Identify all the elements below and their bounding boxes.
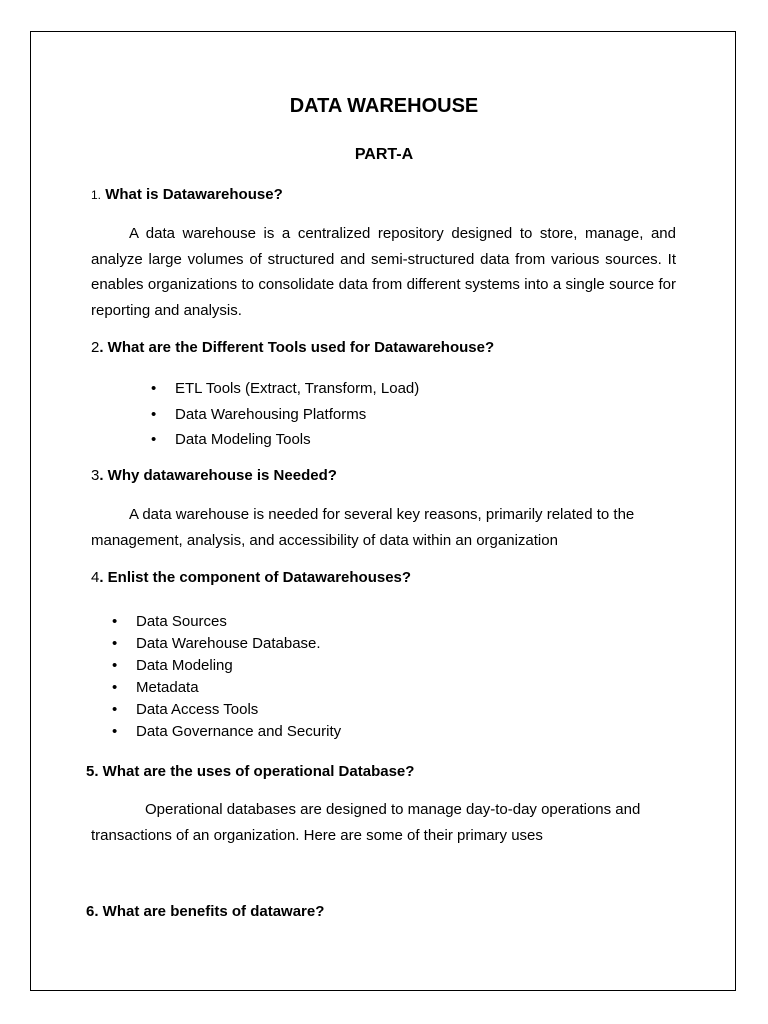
question-2-text: . What are the Different Tools used for Datawarehouse? — [99, 339, 495, 356]
question-6 — [86, 903, 324, 920]
list-item: • Metadata — [112, 677, 341, 699]
list-item: • Data Governance and Security — [112, 721, 341, 743]
question-5 — [86, 763, 414, 780]
list-item: • Data Warehouse Database. — [112, 633, 341, 655]
components-list — [112, 611, 341, 743]
question-2-number: 2 — [91, 339, 100, 356]
question-3 — [91, 467, 337, 484]
question-4 — [91, 569, 411, 586]
list-item: • Data Modeling Tools — [151, 427, 419, 453]
answer-1-text: A data warehouse is a centralized repository designed to store, manage, and analyze large volumes of structured and semi-structured data from various sources. It enables organizations to consolidate data from different systems into a single source for reporting and analysis. — [91, 225, 676, 319]
question-1 — [91, 186, 283, 203]
list-item: • ETL Tools (Extract, Transform, Load) — [151, 376, 419, 402]
answer-3 — [91, 502, 681, 553]
question-6-text: 6. What are benefits of dataware? — [86, 903, 325, 920]
question-5-text: 5. What are the uses of operational Database? — [86, 763, 415, 780]
question-4-number: 4 — [91, 569, 100, 586]
question-2 — [91, 339, 494, 356]
answer-3-text: A data warehouse is needed for several key reasons, primarily related to the management, analysis, and accessibility of data within an organization — [91, 506, 635, 549]
question-1-number: 1. — [91, 188, 102, 202]
question-3-number: 3 — [91, 467, 100, 484]
question-3-text: . Why datawarehouse is Needed? — [99, 467, 337, 484]
answer-1 — [91, 221, 676, 323]
document-title: DATA WAREHOUSE — [289, 95, 479, 117]
question-1-text: What is Datawarehouse? — [105, 186, 283, 203]
question-4-text: . Enlist the component of Datawarehouses? — [99, 569, 412, 586]
tools-list — [151, 376, 419, 453]
list-item: • Data Access Tools — [112, 699, 341, 721]
answer-5 — [91, 797, 681, 848]
answer-5-text: Operational databases are designed to manage day-to-day operations and transactions of an organization. Here are some of their primary uses — [91, 801, 641, 844]
document-subtitle: PART-A — [354, 146, 414, 163]
list-item: • Data Warehousing Platforms — [151, 402, 419, 428]
list-item: • Data Sources — [112, 611, 341, 633]
list-item: • Data Modeling — [112, 655, 341, 677]
